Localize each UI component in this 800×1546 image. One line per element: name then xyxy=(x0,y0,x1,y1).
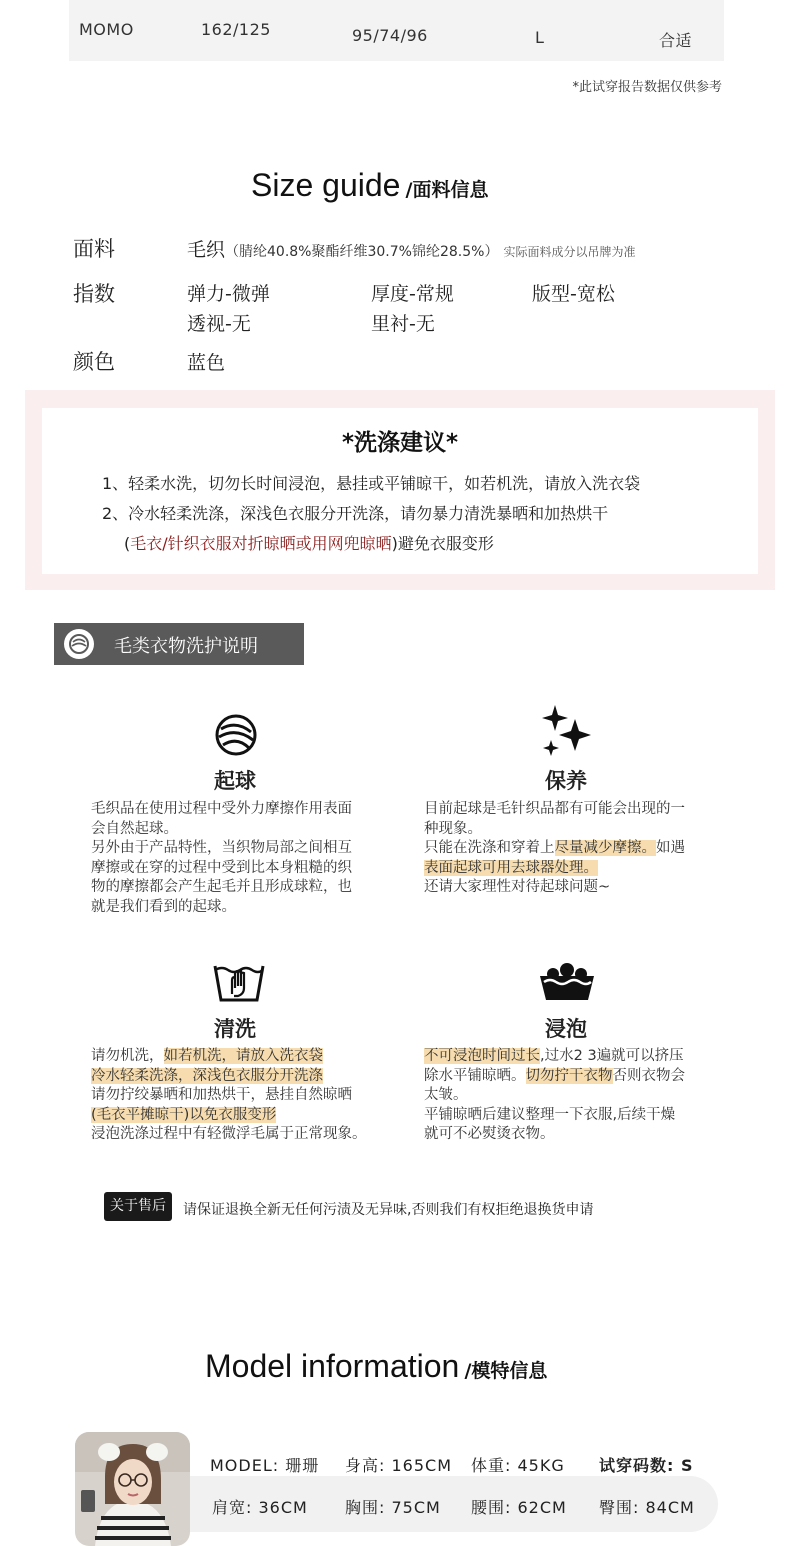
wash-advice-line-1: 1、轻柔水洗，切勿长时间浸泡，悬挂或平铺晾干，如若机洗，请放入洗衣袋 xyxy=(102,474,641,493)
care-wash-line: 请勿拧绞暴晒和加热烘干，悬挂自然晾晒 xyxy=(91,1087,352,1103)
fabric-value: 毛织 xyxy=(187,239,226,261)
model-info-heading xyxy=(205,1348,547,1385)
index-lining: 里衬-无 xyxy=(371,313,435,335)
care-banner-text: 毛类衣物洗护说明 xyxy=(114,636,258,657)
care-soak-highlight: 切勿拧干衣物 xyxy=(525,1067,613,1084)
model-bust: 胸围: 75CM xyxy=(345,1498,441,1517)
care-pilling-line: 物的摩擦都会产生起毛并且形成球粒，也 xyxy=(91,879,352,895)
fabric-note: 实际面料成分以吊牌为准 xyxy=(503,245,636,259)
care-maintain-line: 还请大家理性对待起球问题~ xyxy=(424,879,611,895)
care-maintain-highlight: 表面起球可用去球器处理。 xyxy=(424,859,598,876)
sparkle-icon xyxy=(540,703,594,761)
care-pilling-title: 起球 xyxy=(214,769,256,793)
care-soak-line: 太皱。 xyxy=(424,1087,468,1103)
wash-advice-line-3-rest: )避免衣服变形 xyxy=(391,534,494,553)
care-maintain-title: 保养 xyxy=(545,769,587,793)
model-info-title-cn: /模特信息 xyxy=(464,1360,548,1382)
color-label: 颜色 xyxy=(73,350,115,374)
care-soak-line xyxy=(424,1047,685,1067)
color-value: 蓝色 xyxy=(187,352,226,374)
care-wash-line-part: 请勿机洗， xyxy=(91,1048,164,1064)
wool-ball-icon xyxy=(64,629,94,659)
care-maintain-line-part: 只能在洗涤和穿着上 xyxy=(424,840,555,856)
tryon-fit: 合适 xyxy=(659,31,693,50)
care-soak-line: 平铺晾晒后建议整理一下衣服,后续干燥 xyxy=(424,1106,676,1123)
index-elasticity: 弹力-微弹 xyxy=(187,283,270,305)
model-hip: 臀围: 84CM xyxy=(599,1498,695,1517)
care-soak-line-part: 除水平铺晾晒。 xyxy=(424,1067,526,1084)
care-maintain-line-part: 如遇 xyxy=(656,840,685,856)
soak-basin-icon xyxy=(538,962,596,1006)
wash-advice-line-2: 2、冷水轻柔洗涤，深浅色衣服分开洗涤，请勿暴力清洗暴晒和加热烘干 xyxy=(102,504,609,523)
care-soak-title: 浸泡 xyxy=(545,1017,587,1041)
care-maintain-line: 目前起球是毛针织品都有可能会出现的一 xyxy=(424,801,685,817)
care-soak-highlight: 不可浸泡时间过长 xyxy=(424,1048,540,1064)
model-waist: 腰围: 62CM xyxy=(471,1498,567,1517)
care-pilling-text xyxy=(91,800,352,917)
wash-advice-title: *洗涤建议* xyxy=(341,430,459,456)
hand-wash-icon xyxy=(212,958,266,1008)
tryon-height-weight: 162/125 xyxy=(201,20,271,39)
model-height: 身高: 165CM xyxy=(345,1456,452,1475)
care-wash-line xyxy=(91,1106,367,1126)
fabric-label: 面料 xyxy=(73,237,115,261)
care-soak-line xyxy=(424,1067,685,1087)
wash-advice-line-3-red: 毛衣/针织衣服对折晾晒或用网兜晾晒 xyxy=(130,534,392,553)
index-sheer: 透视-无 xyxy=(187,313,251,335)
tryon-report-row xyxy=(69,0,724,61)
tryon-measurements: 95/74/96 xyxy=(352,26,428,45)
wash-advice-line-3-open: ( xyxy=(124,534,131,553)
care-pilling-line: 毛织品在使用过程中受外力摩擦作用表面 xyxy=(91,801,352,817)
size-guide-heading xyxy=(251,167,488,204)
index-fit: 版型-宽松 xyxy=(532,283,615,305)
care-wash-line xyxy=(91,1047,367,1067)
care-maintain-text xyxy=(424,800,685,898)
fabric-row xyxy=(187,235,636,262)
care-wash-line xyxy=(91,1067,367,1087)
care-pilling-line: 就是我们看到的起球。 xyxy=(91,898,236,915)
after-sales-tag: 关于售后 xyxy=(104,1192,172,1221)
model-weight: 体重: 45KG xyxy=(471,1456,565,1475)
tryon-size: L xyxy=(535,28,545,47)
care-wash-text xyxy=(91,1047,367,1145)
care-soak-line-part: 否则衣物会 xyxy=(612,1067,685,1084)
care-maintain-line xyxy=(424,859,685,879)
tryon-note: *此试穿报告数据仅供参考 xyxy=(572,80,722,95)
model-name: MODEL: 珊珊 xyxy=(210,1456,320,1475)
model-info-title-en: Model information xyxy=(205,1348,460,1384)
size-guide-title-en: Size guide xyxy=(251,167,401,203)
index-label: 指数 xyxy=(73,282,115,306)
size-guide-title-cn: /面料信息 xyxy=(405,179,489,201)
model-photo xyxy=(75,1432,190,1546)
care-pilling-line: 另外由于产品特性，当织物局部之间相互 xyxy=(91,840,352,856)
care-wash-title: 清洗 xyxy=(214,1017,256,1041)
fabric-composition: （腈纶40.8%聚酯纤维30.7%锦纶28.5%） xyxy=(225,244,499,260)
after-sales-text: 请保证退换全新无任何污渍及无异味,否则我们有权拒绝退换货申请 xyxy=(183,1202,594,1218)
model-shoulder: 肩宽: 36CM xyxy=(212,1498,308,1517)
tryon-name: MOMO xyxy=(79,20,134,39)
care-wash-highlight: 如若机洗，请放入洗衣袋 xyxy=(163,1048,323,1064)
care-maintain-line: 种现象。 xyxy=(424,820,482,837)
care-soak-text xyxy=(424,1047,685,1145)
care-pilling-line: 会自然起球。 xyxy=(91,820,178,837)
care-maintain-line xyxy=(424,839,685,859)
care-wash-line: 浸泡洗涤过程中有轻微浮毛属于正常现象。 xyxy=(91,1126,367,1142)
care-maintain-highlight: 尽量减少摩擦。 xyxy=(554,840,656,856)
care-pilling-line: 摩擦或在穿的过程中受到比本身粗糙的织 xyxy=(91,859,352,876)
yarn-ball-icon xyxy=(213,712,259,762)
care-soak-line-part: ,过水2 3遍就可以挤压 xyxy=(540,1048,684,1064)
wash-advice-line-3 xyxy=(124,531,494,554)
index-thickness: 厚度-常规 xyxy=(371,283,454,305)
care-wash-highlight: (毛衣平摊晾干)以免衣服变形 xyxy=(91,1106,277,1123)
model-tryon-size: 试穿码数: S xyxy=(599,1456,694,1475)
care-wash-highlight: 冷水轻柔洗涤，深浅色衣服分开洗涤 xyxy=(91,1067,323,1084)
care-soak-line: 就可不必熨烫衣物。 xyxy=(424,1126,555,1142)
